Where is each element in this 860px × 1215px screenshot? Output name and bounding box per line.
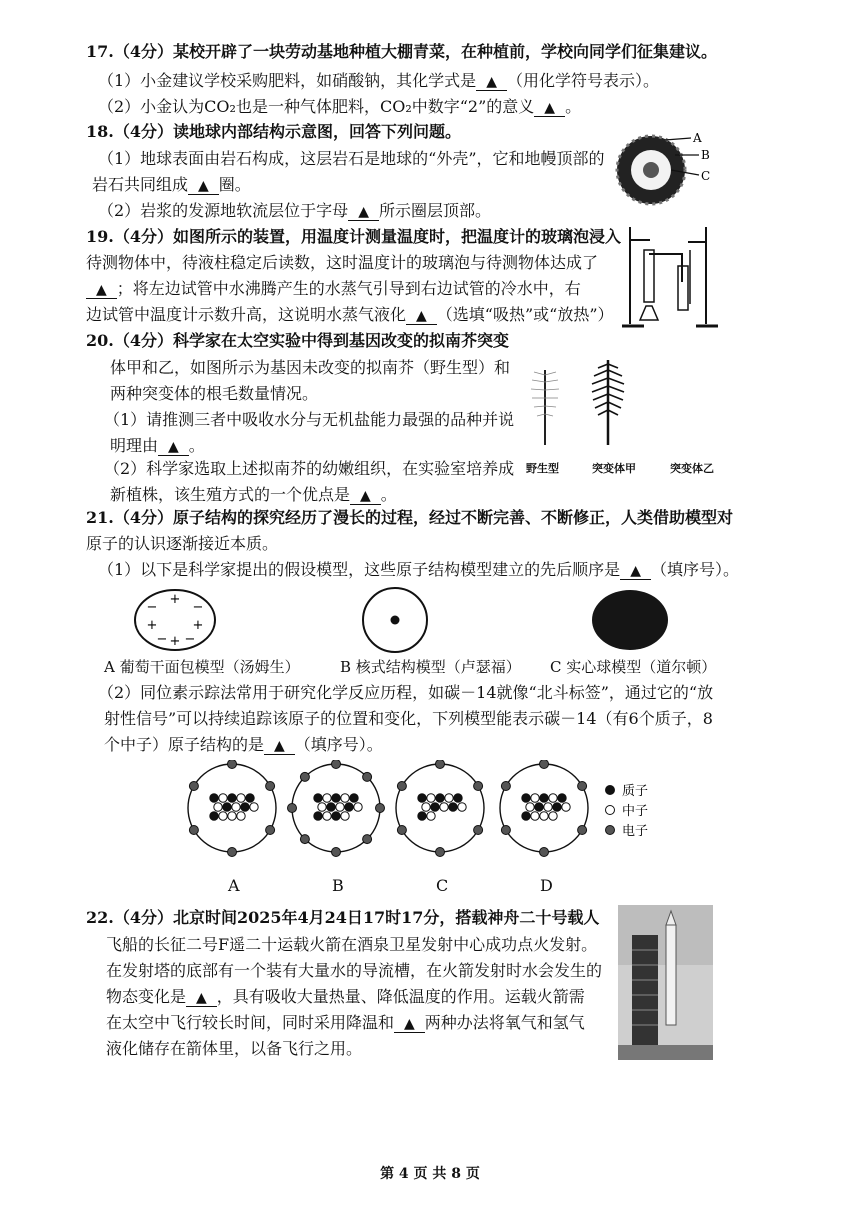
proton <box>454 794 462 802</box>
neutron <box>440 803 448 811</box>
proton <box>522 812 530 820</box>
mutant-a-root <box>592 360 624 445</box>
neutron <box>526 803 534 811</box>
q21-line5: 射性信号”可以持续追踪该原子的位置和变化，下列模型能表示碳－14（有6个质子，8 <box>104 709 713 728</box>
q18-part1-line2: 岩石共同组成 ▲ 圈。 <box>92 175 251 194</box>
electron <box>540 848 549 857</box>
q19-line4: 边试管中温度计示数升高，这说明水蒸气液化 ▲ （选填“吸热”或“放热”） <box>86 305 614 324</box>
q20-line6: （2）科学家选取上述拟南芥的幼嫩组织，在实验室培养成 <box>104 459 515 478</box>
q17-part2: （2）小金认为CO₂也是一种气体肥料，CO₂中数字“2”的意义 ▲ 。 <box>98 97 582 116</box>
electron <box>189 782 198 791</box>
q19-line3: ▲ ；将左边试管中水沸腾产生的水蒸气引导到右边试管的冷水中，右 <box>86 278 581 300</box>
proton <box>223 803 231 811</box>
electron <box>397 826 406 835</box>
svg-text:−: − <box>156 632 168 647</box>
electron <box>363 835 372 844</box>
electron <box>376 804 385 813</box>
q21-line3: （1）以下是科学家提出的假设模型，这些原子结构模型建立的先后顺序是 ▲ （填序号）。 <box>98 560 739 579</box>
proton <box>418 794 426 802</box>
neutron <box>323 794 331 802</box>
arabidopsis-roots-figure <box>520 350 640 450</box>
svg-text:−: − <box>146 600 158 615</box>
proton <box>522 794 530 802</box>
neutron <box>540 812 548 820</box>
answer-blank[interactable]: ▲ <box>394 1016 425 1033</box>
electron <box>266 782 275 791</box>
q18-title: 18.（4分）读地球内部结构示意图，回答下列问题。 <box>86 122 461 141</box>
proton <box>314 812 322 820</box>
legend-electron-label: 电子 <box>622 824 649 839</box>
proton <box>332 812 340 820</box>
legend-neutron-label: 中子 <box>622 804 649 819</box>
electron <box>363 772 372 781</box>
proton <box>314 794 322 802</box>
label-a: A <box>693 131 702 145</box>
proton <box>540 794 548 802</box>
neutron <box>445 794 453 802</box>
carbon-atom-options-figure <box>180 760 660 870</box>
neutron <box>544 803 552 811</box>
proton <box>350 794 358 802</box>
neutron <box>318 803 326 811</box>
electron <box>578 826 587 835</box>
answer-blank[interactable]: ▲ <box>186 990 217 1007</box>
neutron <box>228 812 236 820</box>
answer-blank[interactable]: ▲ <box>406 308 437 325</box>
q20-line4: （1）请推测三者中吸收水分与无机盐能力最强的品种并说 <box>104 410 515 429</box>
atomic-models-figure <box>130 585 730 655</box>
neutron <box>531 794 539 802</box>
neutron <box>354 803 362 811</box>
atom-option-a: A <box>228 876 240 895</box>
legend-proton-swatch <box>606 786 615 795</box>
electron <box>436 848 445 857</box>
q18-part2: （2）岩浆的发源地软流层位于字母 ▲ 所示圈层顶部。 <box>98 201 491 220</box>
proton <box>228 794 236 802</box>
rocket-launch-photo <box>618 905 713 1060</box>
electron <box>189 826 198 835</box>
answer-blank[interactable]: ▲ <box>476 74 507 91</box>
legend-neutron-swatch <box>606 806 615 815</box>
svg-text:+: + <box>146 618 158 633</box>
q21-line4: （2）同位素示踪法常用于研究化学反应历程，如碳－14就像“北斗标签”，通过它的“放 <box>98 683 714 702</box>
q19-line1: 19.（4分）如图所示的装置，用温度计测量温度时，把温度计的玻璃泡浸入 <box>86 227 621 246</box>
proton <box>558 794 566 802</box>
svg-text:+: + <box>169 592 181 607</box>
rocket <box>666 925 676 1025</box>
electron <box>397 782 406 791</box>
proton <box>436 794 444 802</box>
neutron <box>341 794 349 802</box>
wild-type-root <box>531 370 559 445</box>
nuclear-model <box>363 588 427 652</box>
electron <box>501 826 510 835</box>
label-c: C <box>701 169 711 183</box>
electron <box>578 782 587 791</box>
answer-blank[interactable]: ▲ <box>620 563 651 580</box>
proton <box>418 812 426 820</box>
proton <box>246 794 254 802</box>
proton <box>210 794 218 802</box>
proton <box>449 803 457 811</box>
q22-line5: 在太空中飞行较长时间，同时采用降温和 ▲ 两种办法将氧气和氢气 <box>106 1013 585 1032</box>
page-footer: 第 4 页 共 8 页 <box>380 1166 480 1182</box>
svg-text:−: − <box>192 600 204 615</box>
neutron <box>549 812 557 820</box>
electron <box>474 782 483 791</box>
q22-line4: 物态变化是 ▲ ，具有吸收大量热量、降低温度的作用。运载火箭需 <box>106 987 585 1006</box>
caption-mutant-a: 突变体甲 <box>592 462 636 475</box>
label-b: B <box>701 148 710 162</box>
electron <box>501 782 510 791</box>
answer-blank[interactable]: ▲ <box>188 178 219 195</box>
proton <box>553 803 561 811</box>
electron <box>228 760 237 769</box>
electron <box>540 760 549 769</box>
electron <box>266 826 275 835</box>
svg-text:−: − <box>184 632 196 647</box>
neutron <box>427 794 435 802</box>
plum-pudding-model <box>135 590 215 650</box>
q17-title: 17.（4分）某校开辟了一块劳动基地种植大棚青菜，在种植前，学校向同学们征集建议。 <box>86 42 717 61</box>
earth-core <box>643 162 659 178</box>
answer-blank[interactable]: ▲ <box>348 204 379 221</box>
neutron <box>531 812 539 820</box>
neutron <box>549 794 557 802</box>
proton <box>327 803 335 811</box>
q20-line5: 明理由 ▲ 。 <box>110 436 205 455</box>
answer-blank[interactable]: ▲ <box>534 100 565 117</box>
electron <box>436 760 445 769</box>
neutron <box>427 812 435 820</box>
q22-line1: 22.（4分）北京时间2025年4月24日17时17分，搭载神舟二十号载人 <box>86 908 600 927</box>
q22-line2: 飞船的长征二号F遥二十运载火箭在酒泉卫星发射中心成功点火发射。 <box>106 935 598 954</box>
q20-line7: 新植株，该生殖方式的一个优点是 ▲ 。 <box>110 485 397 504</box>
earth-structure-figure <box>615 130 715 210</box>
atom-option-b: B <box>332 876 344 895</box>
atom-option-c: C <box>436 876 449 895</box>
atom-option-d: D <box>540 876 553 895</box>
q21-line6: 个中子）原子结构的是 ▲ （填序号）。 <box>104 735 383 754</box>
caption-wild-type: 野生型 <box>526 462 559 475</box>
q20-line1: 20.（4分）科学家在太空实验中得到基因改变的拟南芥突变 <box>86 331 509 350</box>
electron <box>300 835 309 844</box>
q20-line3: 两种突变体的根毛数量情况。 <box>110 384 319 403</box>
solid-sphere-model <box>592 590 668 650</box>
left-test-tube <box>644 250 654 302</box>
neutron <box>562 803 570 811</box>
proton <box>241 803 249 811</box>
proton <box>332 794 340 802</box>
q19-line2: 待测物体中，待液柱稳定后读数，这时温度计的玻璃泡与待测物体达成了 <box>86 253 599 272</box>
answer-blank[interactable]: ▲ <box>158 439 189 456</box>
electron <box>332 760 341 769</box>
svg-text:+: + <box>169 634 181 649</box>
electron <box>288 804 297 813</box>
alcohol-lamp <box>640 306 658 320</box>
model-c-label: C 实心球模型（道尔顿） <box>550 658 717 676</box>
neutron <box>250 803 258 811</box>
neutron <box>214 803 222 811</box>
q21-line1: 21.（4分）原子结构的探究经历了漫长的过程，经过不断完善、不断修正，人类借助模型对 <box>86 508 733 527</box>
electron <box>332 848 341 857</box>
neutron <box>422 803 430 811</box>
answer-blank[interactable]: ▲ <box>86 282 117 299</box>
neutron <box>237 812 245 820</box>
q21-line2: 原子的认识逐渐接近本质。 <box>86 534 279 553</box>
proton <box>345 803 353 811</box>
electron <box>474 826 483 835</box>
boiling-apparatus-figure <box>620 222 720 332</box>
neutron <box>232 803 240 811</box>
legend-electron-swatch <box>606 826 615 835</box>
q20-line2: 体甲和乙，如图所示为基因未改变的拟南芥（野生型）和 <box>110 358 511 377</box>
neutron <box>219 794 227 802</box>
electron <box>228 848 237 857</box>
proton <box>535 803 543 811</box>
neutron <box>219 812 227 820</box>
answer-blank[interactable]: ▲ <box>350 488 381 505</box>
neutron <box>341 812 349 820</box>
neutron <box>458 803 466 811</box>
caption-mutant-b: 突变体乙 <box>670 462 714 475</box>
neutron <box>323 812 331 820</box>
answer-blank[interactable]: ▲ <box>264 738 295 755</box>
q17-part1: （1）小金建议学校采购肥料，如硝酸钠，其化学式是 ▲ （用化学符号表示）。 <box>98 71 659 90</box>
q22-line6: 液化储存在箭体里，以备飞行之用。 <box>106 1039 363 1058</box>
neutron <box>237 794 245 802</box>
q18-part1-line1: （1）地球表面由岩石构成，这层岩石是地球的“外壳”，它和地幔顶部的 <box>98 149 605 168</box>
electron <box>300 772 309 781</box>
svg-text:+: + <box>192 618 204 633</box>
model-b-label: B 核式结构模型（卢瑟福） <box>340 658 521 676</box>
neutron <box>336 803 344 811</box>
legend-proton-label: 质子 <box>622 784 649 799</box>
q22-line3: 在发射塔的底部有一个装有大量水的导流槽，在火箭发射时水会发生的 <box>106 961 603 980</box>
proton <box>210 812 218 820</box>
proton <box>431 803 439 811</box>
model-a-label: A 葡萄干面包模型（汤姆生） <box>104 658 300 676</box>
